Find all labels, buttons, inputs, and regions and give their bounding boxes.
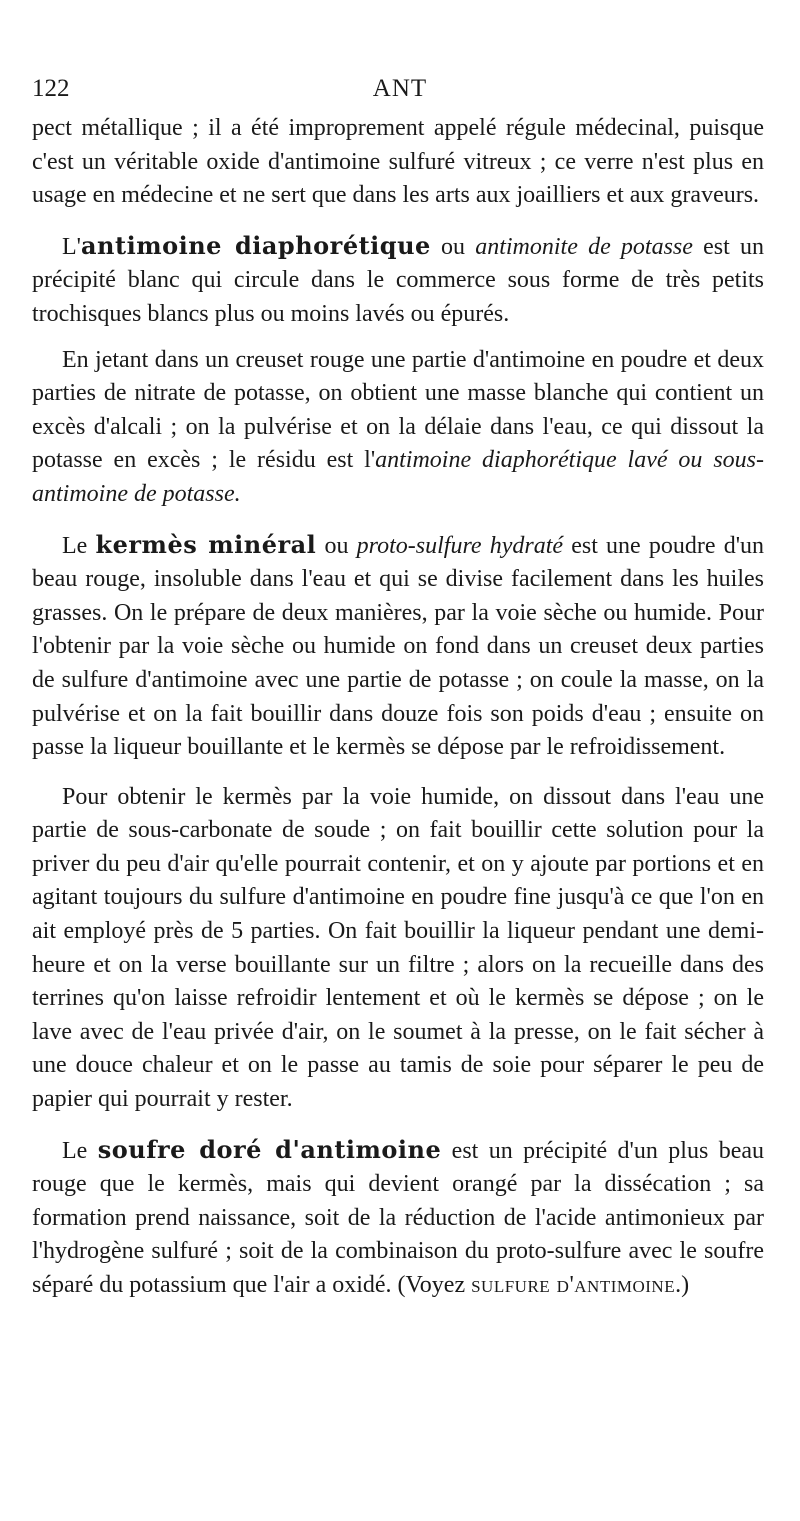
paragraph-1: pect métallique ; il a été improprement appelé régule médecinal, puisque c'est un véritable oxide d'antimoine sulfuré vitreux ; ce verre n'est plus en usage en médecine et ne sert que dans les arts aux joailliers et aux graveurs. [32, 115, 764, 209]
term-soufre-dore: soufre doré d'antimoine [97, 1134, 442, 1164]
cross-reference-verb: Voyez [405, 1272, 472, 1298]
connector: ou [316, 532, 357, 559]
paragraph-kermes-mineral [32, 528, 764, 765]
paragraph-tail: est un précipité blanc qui circule dans le commerce sous forme de très petits trochisques blancs plus ou moins lavés ou épurés. [32, 233, 764, 327]
paragraph-text: En jetant dans un creuset rouge une partie d'antimoine en poudre et deux parties de nitrate de potasse, on obtient une masse blanche qui contient un excès d'alcali ; on la pulvérise et on la délaie dans l'eau, ce qui dissout la potasse en excès ; le résidu est l' [32, 346, 764, 474]
paragraph-creuset [32, 344, 764, 512]
paragraph-voie-humide: Pour obtenir le kermès par la voie humide, on dissout dans l'eau une partie de sous-carbonate de soude ; on fait bouillir cette solution pour la priver du peu d'air qu'elle pourrait contenir, et on y ajoute par portions et en agitant toujours du sulfure d'antimoine en poudre fine jusqu'à ce que l'on en ait employé près de 5 parties. On fait bouillir la liqueur pendant une demi-heure et on la verse bouillante sur un filtre ; alors on la recueille dans des terrines qu'on laisse refroidir lentement et où le kermès se dépose ; on le lave avec de l'eau privée d'air, on le soumet à la presse, on le fait sécher à une douce chaleur et on le passe au tamis de soie pour séparer le peu de papier qui pourrait y rester. [32, 783, 764, 1113]
cross-reference-target: sulfure d'antimoine [471, 1272, 676, 1298]
paragraph-tail: est une poudre d'un beau rouge, insoluble dans l'eau et qui se divise facilement dans les huiles grasses. On le prépare de deux manières, par la voie sèche ou humide. Pour l'obtenir par la voie sèche ou humide on fond dans un creuset deux parties de sulfure d'antimoine avec une partie de potasse ; on coule la masse, on la pulvérise et on la fait bouillir dans douze fois son poids d'eau ; ensuite on passe la liqueur bouillante et le kermès se dépose par le refroidissement. [32, 532, 765, 761]
running-header [32, 72, 768, 106]
article: Le [62, 1137, 98, 1164]
article: L' [62, 233, 81, 260]
italic-residue: antimoine diaphorétique lavé ou sous-antimoine de potasse. [32, 447, 764, 507]
closing-paren: .) [675, 1272, 690, 1298]
page-number: 122 [32, 75, 70, 102]
running-title: ANT [372, 75, 428, 102]
body-text [32, 112, 764, 1319]
term-kermes-mineral: kermès minéral [95, 529, 317, 559]
paragraph-antimoine-diaphoretique [32, 229, 764, 332]
connector: ou [430, 233, 476, 260]
paragraph-tail: est un précipité d'un plus beau rouge que le kermès, mais qui devient orangé par la dissécation ; sa formation prend naissance, soit de la réduction de l'acide antimonieux par l'hydrogène sulfuré ; soit de la combinaison du proto-sulfure avec le soufre séparé du potassium que l'air a oxidé. ( [32, 1137, 765, 1298]
article: Le [62, 532, 96, 559]
synonym-antimonite-de-potasse: antimonite de potasse [475, 233, 693, 260]
paragraph-soufre-dore [32, 1133, 764, 1303]
synonym-proto-sulfure: proto-sulfure hydraté [356, 532, 564, 559]
term-antimoine-diaphoretique: antimoine diaphorétique [80, 230, 431, 260]
